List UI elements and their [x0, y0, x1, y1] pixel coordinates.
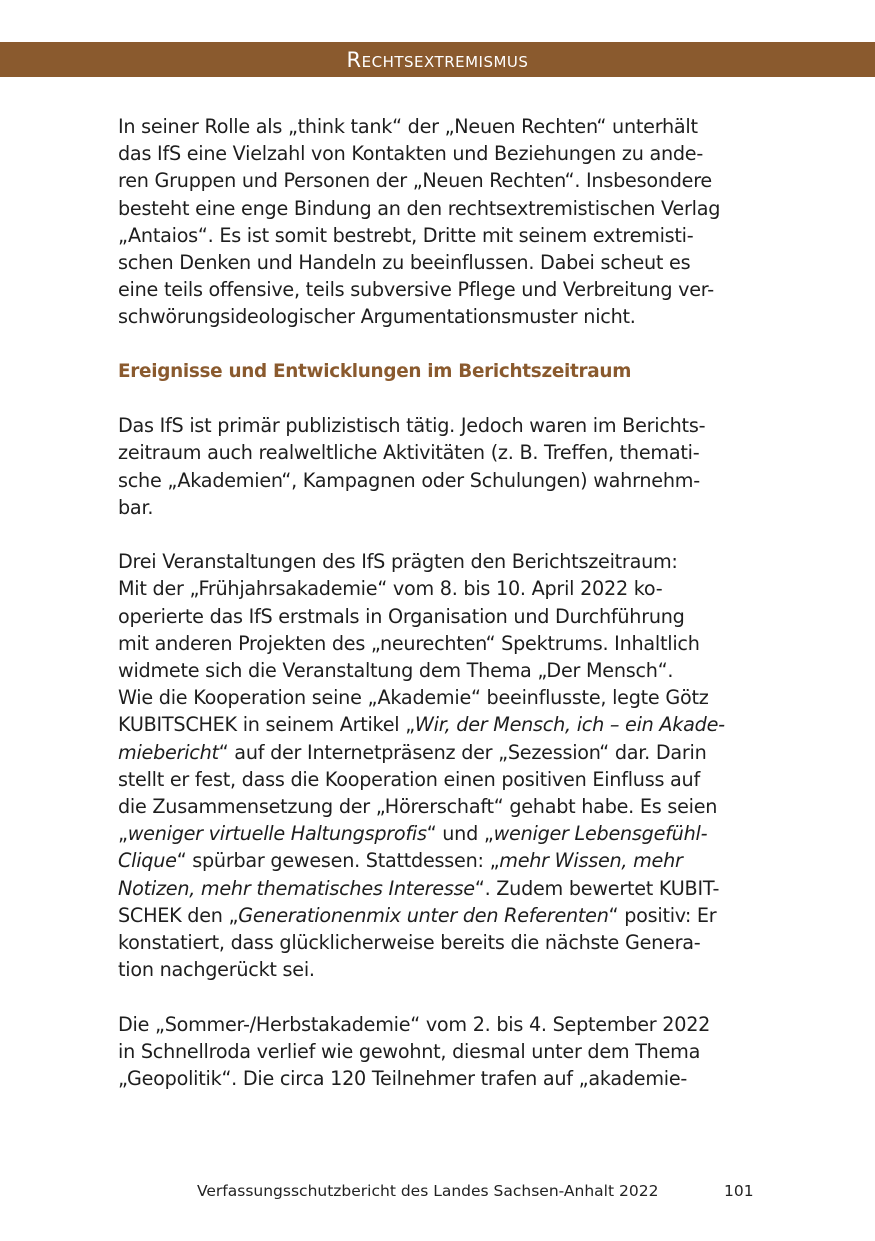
italic-quote: weniger Lebensgefühl- [493, 822, 708, 846]
text-line: Mit der „Frühjahrsakademie“ vom 8. bis 10. April 2022 ko- [118, 577, 663, 601]
section-heading [118, 358, 758, 385]
text-segment: “ und „ [426, 822, 494, 846]
text-line: In seiner Rolle als „think tank“ der „Neuen Rechten“ unterhält [118, 115, 698, 138]
text-line: bar. [118, 495, 154, 519]
text-line: Drei Veranstaltungen des IfS prägten den Berichtszeitraum: [118, 550, 678, 574]
page-number: 101 [724, 1182, 754, 1200]
paragraph-spacer [118, 385, 758, 412]
italic-quote: Notizen, mehr thematisches Interesse [118, 876, 475, 900]
text-line: mit anderen Projekten des „neurechten“ Spektrums. Inhaltlich [118, 631, 700, 655]
paragraph-spacer [118, 521, 758, 548]
text-line: operierte das IfS erstmals in Organisation und Durchführung [118, 604, 685, 628]
text-line: widmete sich die Veranstaltung dem Thema „Der Mensch“. [118, 659, 674, 683]
italic-quote: mehr Wissen, mehr [499, 849, 683, 873]
text-line: das IfS eine Vielzahl von Kontakten und Beziehungen zu ande- [118, 142, 704, 166]
text-line: schwörungsideologischer Argumentationsmuster nicht. [118, 305, 636, 329]
paragraph-summer-academy [118, 1011, 758, 1093]
text-line: stellt er fest, dass die Kooperation einen positiven Einfluss auf [118, 767, 700, 791]
chapter-title: Rechtsextremismus [346, 48, 529, 72]
text-line: besteht eine enge Bindung an den rechtsextremistischen Verlag [118, 196, 721, 220]
paragraph-spacer [118, 983, 758, 1010]
text-segment: SCHEK den „ [118, 903, 239, 927]
text-line: eine teils offensive, teils subversive Pflege und Verbreitung ver- [118, 278, 714, 302]
chapter-header-bar [0, 42, 875, 77]
text-line: die Zusammensetzung der „Hörerschaft“ gehabt habe. Es seien [118, 795, 718, 819]
text-line: konstatiert, dass glücklicherweise bereits die nächste Genera- [118, 931, 701, 955]
article-title-quote: miebericht [118, 740, 219, 764]
paragraph-activities [118, 412, 758, 521]
page-footer [0, 1182, 875, 1206]
text-line: „Geopolitik“. Die circa 120 Teilnehmer trafen auf „akademie- [118, 1067, 688, 1091]
text-line [118, 847, 758, 874]
text-segment: KUBITSCHEK in seinem Artikel „ [118, 713, 415, 737]
text-line [118, 739, 758, 766]
article-title-quote: Wir, der Mensch, ich – ein Akade- [414, 713, 725, 737]
text-line [118, 875, 758, 902]
text-line: Wie die Kooperation seine „Akademie“ beeinflusste, legte Götz [118, 686, 709, 710]
text-line: „Antaios“. Es ist somit bestrebt, Dritte mit seinem extremisti- [118, 223, 694, 247]
italic-quote: Clique [118, 849, 177, 873]
text-line: zeitraum auch realweltliche Aktivitäten (z. B. Treffen, themati- [118, 441, 700, 465]
text-line: Das IfS ist primär publizistisch tätig. Jedoch waren im Berichts- [118, 414, 706, 438]
italic-quote: Generationenmix unter den Referenten [238, 903, 609, 927]
text-line: Die „Sommer-/Herbstakademie“ vom 2. bis 4. September 2022 [118, 1012, 711, 1036]
text-segment: “ auf der Internetpräsenz der „Sezession“ dar. Darin [218, 740, 707, 764]
text-line [118, 820, 758, 847]
text-line: tion nachgerückt sei. [118, 958, 315, 982]
text-segment: “ positiv: Er [608, 903, 717, 927]
text-segment: „ [118, 822, 128, 846]
paragraph-intro [118, 113, 758, 331]
text-segment: “. Zudem bewertet KUBIT- [474, 876, 720, 900]
text-line: in Schnellroda verlief wie gewohnt, diesmal unter dem Thema [118, 1039, 701, 1063]
paragraph-spacer [118, 331, 758, 358]
section-heading-text: Ereignisse und Entwicklungen im Berichtszeitraum [118, 360, 632, 382]
text-line [118, 711, 758, 738]
text-line: schen Denken und Handeln zu beeinflussen. Dabei scheut es [118, 251, 691, 275]
italic-quote: weniger virtuelle Haltungsprofis [127, 822, 427, 846]
page-body [118, 113, 758, 1092]
text-line: sche „Akademien“, Kampagnen oder Schulungen) wahrnehm- [118, 468, 700, 492]
text-segment: “ spürbar gewesen. Stattdessen: „ [176, 849, 500, 873]
text-line [118, 902, 758, 929]
text-line: ren Gruppen und Personen der „Neuen Rechten“. Insbesondere [118, 169, 712, 193]
paragraph-events [118, 548, 758, 983]
footer-report-title: Verfassungsschutzbericht des Landes Sachsen-Anhalt 2022 [197, 1182, 659, 1200]
